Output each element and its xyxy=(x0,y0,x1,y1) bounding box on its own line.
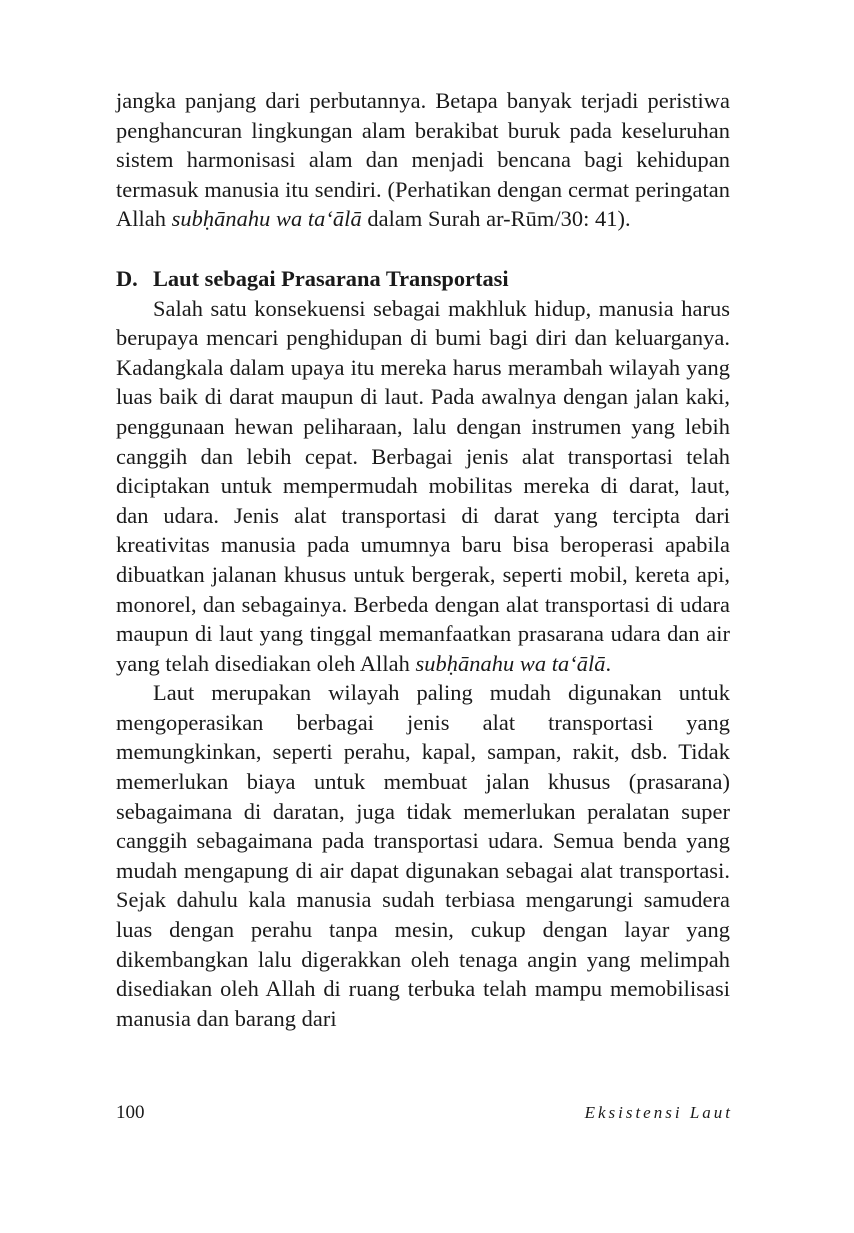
section-heading xyxy=(116,264,730,294)
opening-paragraph-end: dalam Surah ar-Rūm/30: 41). xyxy=(361,206,631,232)
opening-paragraph-text: jangka panjang dari perbutannya. Betapa banyak terjadi peristiwa penghancuran lingkungan alam berakibat buruk pada keseluruhan sistem harmonisasi alam dan menjadi bencana bagi kehidupan termasuk manusia itu sendiri. (Perhatikan dengan cermat peringatan Allah xyxy=(116,88,730,232)
section-title: Laut sebagai Prasarana Transportasi xyxy=(153,265,509,291)
section-letter: D. xyxy=(116,265,138,291)
running-title: Eksistensi Laut xyxy=(584,1103,733,1122)
opening-paragraph-italic: subḥānahu wa ta‘ālā xyxy=(171,206,362,232)
paragraph-1-italic: subḥānahu wa ta‘ālā xyxy=(415,650,606,676)
page-number: 100 xyxy=(116,1102,145,1123)
opening-paragraph xyxy=(116,86,730,234)
paragraph-1 xyxy=(116,294,730,679)
paragraph-2-text: Laut merupakan wilayah paling mudah digunakan untuk mengoperasikan berbagai jenis alat transportasi yang memungkinkan, seperti perahu, kapal, sampan, rakit, dsb. Tidak memerlukan biaya untuk membuat jalan khusus (prasarana) sebagaimana di daratan, juga tidak memerlukan peralatan super canggih sebagaimana pada transportasi udara. Semua benda yang mudah mengapung di air dapat digunakan sebagai alat transportasi. Sejak dahulu kala manusia sudah terbiasa mengarungi samudera luas dengan perahu tanpa mesin, cukup dengan layar yang dikembangkan lalu digerakkan oleh tenaga angin yang melimpah disediakan oleh Allah di ruang terbuka telah mampu memobilisasi manusia dan barang dari xyxy=(116,680,730,1031)
paragraph-1-end: . xyxy=(605,650,612,676)
page-footer xyxy=(116,1102,733,1124)
paragraph-1-text: Salah satu konsekuensi sebagai makhluk hidup, manusia harus berupaya mencari penghidupan di bumi bagi diri dan keluarganya. Kadangkala dalam upaya itu mereka harus merambah wilayah yang luas baik di darat maupun di laut. Pada awalnya dengan jalan kaki, penggunaan hewan peliharaan, lalu dengan instrumen yang lebih canggih dan lebih cepat. Berbagai jenis alat transportasi telah diciptakan untuk mempermudah mobilitas mereka di darat, laut, dan udara. Jenis alat transportasi di darat yang tercipta dari kreativitas manusia pada umumnya baru bisa beroperasi apabila dibuatkan jalanan khusus untuk bergerak, seperti mobil, kereta api, monorel, dan sebagainya. Berbeda dengan alat transportasi di udara maupun di laut yang tinggal memanfaatkan prasarana udara dan air yang telah disediakan oleh Allah xyxy=(116,295,730,676)
paragraph-2 xyxy=(116,678,730,1033)
page-body xyxy=(116,86,730,1033)
